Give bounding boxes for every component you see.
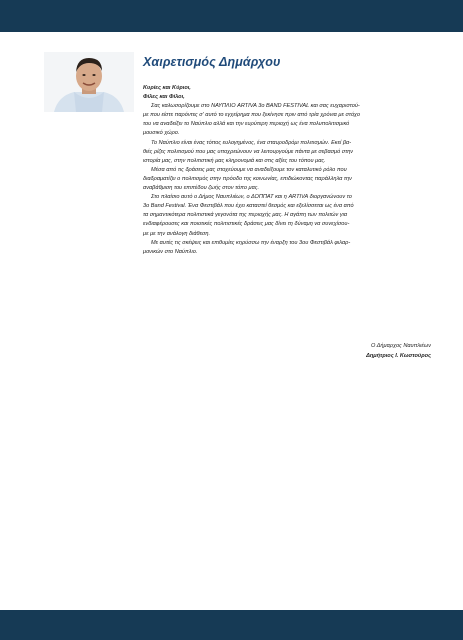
body-line: Το Ναύπλιο είναι ένας τόπος ευλογημένος, ένα σταυροδρόμι πολιτισμών. Εκεί βα- (151, 139, 352, 146)
body-line: Με αυτές τις σκέψεις και επιθυμίες κηρύσσω την έναρξη του 3ου Φεστιβάλ φιλαρ- (151, 239, 351, 246)
body-line: τα σημαντικότερα πολιτιστικά γεγονότα της περιοχής μας. Η αγάπη των πολιτών για (143, 212, 348, 219)
header-band (0, 0, 463, 32)
signature-name: Δημήτριος Ι. Κωστούρος (366, 353, 431, 359)
signature-role: Ο Δήμαρχος Ναυπλιέων (370, 343, 431, 349)
body-line: Σας καλωσορίζουμε στο ΝΑΥΠΛΙΟ ARTIVA 3ο BAND FESTIVAL και σας ευχαριστού- (151, 103, 360, 110)
body-line: διαδραματίζει ο πολιτισμός στην πρόοδο της κοινωνίας, επιδιώκοντας παράλληλα την (143, 175, 352, 182)
body-line: μονικών στο Ναύπλιο. (143, 248, 198, 255)
body-line: με που είστε παρόντες σ' αυτό το εγχείρημα που ξεκίνησε πριν από τρία χρόνια με στόχο (143, 112, 360, 119)
letter-body (143, 84, 431, 257)
body-line: ιστορία μας, στην πολιτιστική μας κληρονομιά και στις αξίες του τόπου μας. (143, 157, 326, 164)
body-line: 3ο Band Festival. Ένα Φεστιβάλ που έχει καταστεί θεσμός και εξελίσσεται ως ένα από (143, 203, 354, 210)
body-line: θιές ρίζες πολιτισμού που μας υποχρεώνουν να λειτουργούμε πάντα με σεβασμό στην (143, 148, 354, 155)
footer-band (0, 610, 463, 640)
mayor-portrait-photo (44, 52, 134, 112)
body-line: με με την ανάλογη διάθεση. (143, 230, 211, 237)
salutation-line: Φίλες και Φίλοι, (143, 94, 185, 101)
body-line: Στο πλαίσιο αυτό ο Δήμος Ναυπλιέων, ο ΔΟΠΠΑΤ και η ARTIVA διοργανώνουν το (151, 194, 352, 201)
salutation-line: Κυρίες και Κύριοι, (143, 85, 191, 91)
body-line: ενδιαφέρουσες και ποιοτικές πολιτιστικές δράσεις μας δίνει τη δύναμη να συνεχίσου- (143, 221, 350, 228)
page-title: Χαιρετισμός Δημάρχου (143, 55, 281, 69)
body-line: αναβάθμιση του επιπέδου ζωής στον τόπο μας. (143, 185, 260, 192)
body-line: του να αναδείξει το Ναύπλιο αλλά και την ευρύτερη περιοχή ως ένα πολυπολιτισμικό (143, 121, 350, 128)
body-line: Μέσα από τις δράσεις μας στοχεύουμε να αναδείξουμε τον καταλυτικό ρόλο που (151, 166, 347, 173)
body-line: μουσικό χώρο. (143, 130, 180, 137)
